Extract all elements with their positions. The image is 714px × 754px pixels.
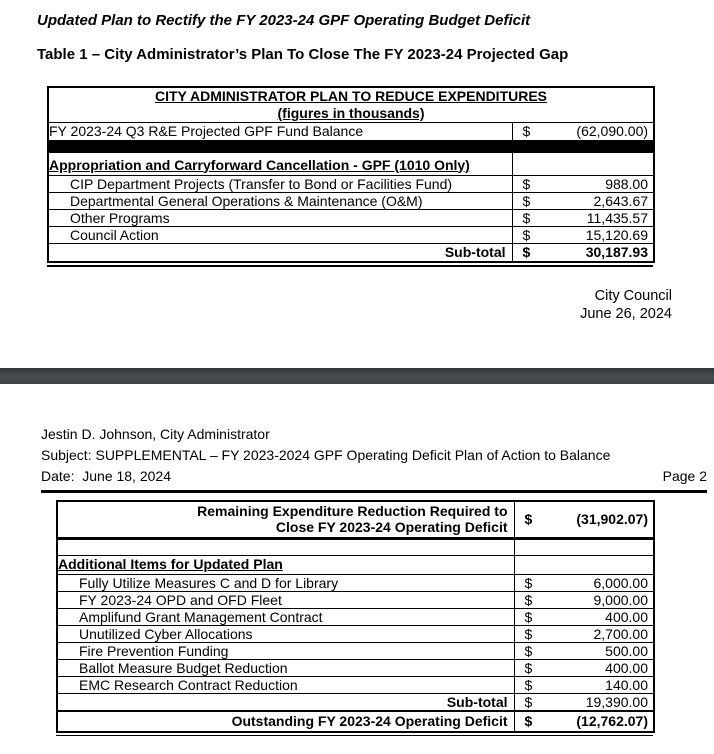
currency-symbol: $: [524, 511, 533, 528]
remaining-deficit-amount: (31,902.07): [576, 511, 648, 528]
item-label: Departmental General Operations & Maintenance (O&M): [48, 192, 512, 209]
item-amount: 11,435.57: [586, 209, 649, 226]
currency-symbol: $: [524, 591, 533, 608]
item-label: Ballot Measure Budget Reduction: [57, 659, 514, 676]
letterhead-date: Date: June 18, 2024: [41, 468, 171, 484]
page-number: Page 2: [662, 468, 707, 484]
signoff-line1: City Council: [594, 288, 672, 304]
currency-symbol: $: [524, 642, 533, 659]
table1-header-title: CITY ADMINISTRATOR PLAN TO REDUCE EXPENDITURES: [154, 88, 548, 104]
table-row: [57, 574, 654, 591]
table-row: [57, 642, 654, 659]
page-break-divider: [0, 368, 714, 384]
table-row: [57, 608, 654, 625]
section-heading-row: [57, 555, 654, 574]
table2-wrap: [56, 500, 653, 736]
table2-updated-plan: [56, 500, 655, 733]
item-amount: 15,120.69: [585, 226, 649, 243]
currency-symbol: $: [522, 244, 531, 261]
outstanding-deficit-amount: (12,762.07): [576, 713, 648, 729]
item-amount: 9,000.00: [593, 591, 648, 608]
table-row: [57, 591, 654, 608]
balance-amount: (62,090.00): [576, 123, 649, 140]
item-label: Fire Prevention Funding: [57, 642, 514, 659]
item-label: Council Action: [48, 226, 512, 243]
table-row: [57, 625, 654, 642]
subtotal-row: [48, 243, 654, 262]
subtotal-row: [57, 693, 654, 711]
table-row: [48, 192, 654, 209]
empty-cell: [514, 555, 654, 574]
item-amount: 2,700.00: [593, 625, 648, 642]
black-bar: [48, 140, 654, 153]
currency-symbol: $: [524, 713, 533, 729]
letterhead-subject: Subject: SUPPLEMENTAL – FY 2023-2024 GPF Operating Deficit Plan of Action to Balance: [41, 447, 611, 463]
subtotal-label: Sub-total: [57, 693, 514, 711]
table-row: [48, 209, 654, 226]
item-amount: 400.00: [605, 608, 648, 625]
table-row: [57, 659, 654, 676]
item-label: FY 2023-24 OPD and OFD Fleet: [57, 591, 514, 608]
item-label: Fully Utilize Measures C and D for Library: [57, 574, 514, 591]
item-amount: 140.00: [605, 676, 648, 693]
currency-symbol: $: [522, 226, 531, 243]
black-separator-row: [48, 140, 654, 153]
double-underline: [47, 265, 653, 267]
subtotal-label: Sub-total: [48, 243, 512, 262]
table1-wrap: [47, 86, 653, 267]
remaining-deficit-row: [57, 501, 654, 538]
table1-header-subtitle: (figures in thousands): [48, 104, 654, 122]
table1-caption: Table 1 – City Administrator’s Plan To Close The FY 2023-24 Projected Gap: [37, 46, 569, 63]
outstanding-deficit-row: [57, 711, 654, 732]
currency-symbol: $: [524, 659, 533, 676]
document-title: Updated Plan to Rectify the FY 2023-24 GPF Operating Budget Deficit: [37, 12, 531, 29]
table-row: [48, 175, 654, 192]
currency-symbol: $: [522, 209, 531, 226]
table1-reduce-expenditures: [47, 86, 655, 263]
currency-symbol: $: [522, 123, 531, 140]
table1-header-row-1: [48, 87, 654, 104]
currency-symbol: $: [524, 574, 533, 591]
item-label: EMC Research Contract Reduction: [57, 676, 514, 693]
currency-symbol: $: [522, 175, 531, 192]
outstanding-deficit-label: Outstanding FY 2023-24 Operating Deficit: [57, 711, 514, 732]
empty-cell: [512, 153, 654, 175]
balance-label: FY 2023-24 Q3 R&E Projected GPF Fund Balance: [48, 122, 512, 140]
currency-symbol: $: [524, 625, 533, 642]
item-label: Other Programs: [48, 209, 512, 226]
remaining-deficit-label: Remaining Expenditure Reduction Required to Close FY 2023-24 Operating Deficit: [57, 501, 514, 538]
table1-header-row-2: [48, 104, 654, 122]
double-underline: [56, 735, 653, 737]
currency-symbol: $: [524, 608, 533, 625]
letterhead-name: Jestin D. Johnson, City Administrator: [41, 426, 270, 442]
subtotal-amount: 30,187.93: [585, 244, 649, 261]
signoff-block: [580, 287, 672, 323]
empty-cell: [514, 538, 654, 555]
item-amount: 2,643.67: [593, 192, 649, 209]
item-amount: 988.00: [605, 175, 649, 192]
item-label: Amplifund Grant Management Contract: [57, 608, 514, 625]
item-amount: 500.00: [605, 642, 648, 659]
item-amount: 6,000.00: [593, 574, 648, 591]
table-row: [48, 122, 654, 140]
item-label: CIP Department Projects (Transfer to Bond or Facilities Fund): [48, 175, 512, 192]
letterhead-rule: [41, 490, 707, 493]
table-row: [48, 226, 654, 243]
section-heading: Additional Items for Updated Plan: [57, 555, 514, 574]
currency-symbol: $: [524, 693, 533, 710]
subtotal-amount: 19,390.00: [585, 693, 648, 710]
signoff-line2: June 26, 2024: [580, 306, 672, 322]
item-amount: 400.00: [605, 659, 648, 676]
empty-cell: [57, 538, 514, 555]
section-heading-row: [48, 153, 654, 175]
spacer-row: [57, 538, 654, 555]
section-heading: Appropriation and Carryforward Cancellation - GPF (1010 Only): [48, 153, 512, 175]
table-row: [57, 676, 654, 693]
currency-symbol: $: [524, 676, 533, 693]
currency-symbol: $: [522, 192, 531, 209]
page2-letterhead: [41, 424, 707, 487]
item-label: Unutilized Cyber Allocations: [57, 625, 514, 642]
